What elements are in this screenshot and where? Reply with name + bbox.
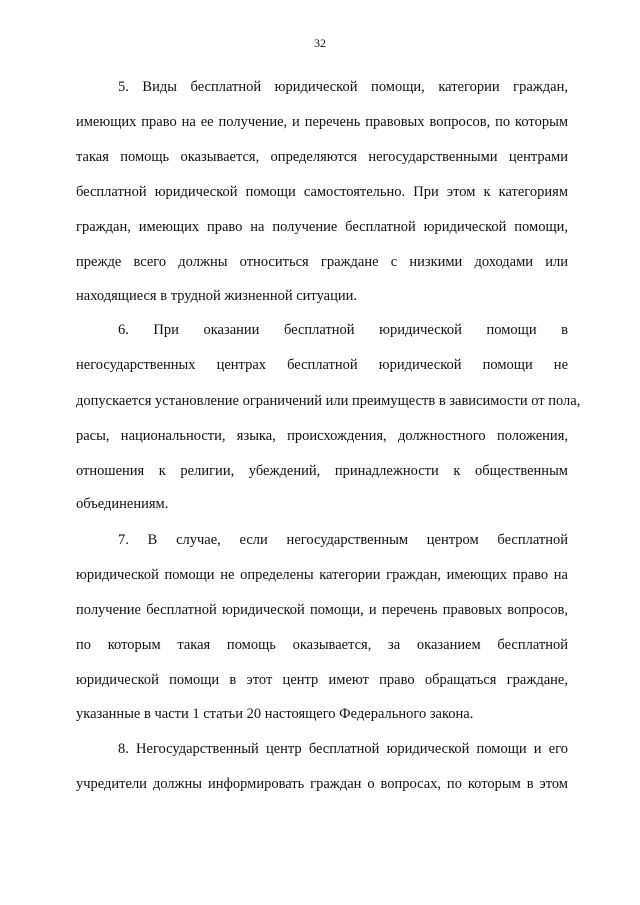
paragraph-7-line-4: по которым такая помощь оказывается, за оказанием бесплатной: [76, 637, 568, 653]
paragraph-7-line-3: получение бесплатной юридической помощи, и перечень правовых вопросов,: [76, 602, 568, 618]
paragraph-7-line-1: 7. В случае, если негосударственным центром бесплатной: [118, 532, 568, 548]
paragraph-7-line-5: юридической помощи в этот центр имеют право обращаться граждане,: [76, 672, 568, 688]
paragraph-5-line-3: такая помощь оказывается, определяются негосударственными центрами: [76, 149, 568, 165]
paragraph-5-line-2: имеющих право на ее получение, и перечень правовых вопросов, по которым: [76, 114, 568, 130]
paragraph-6-line-1: 6. При оказании бесплатной юридической помощи в: [118, 322, 568, 338]
paragraph-5-line-7: находящиеся в трудной жизненной ситуации.: [76, 288, 357, 304]
paragraph-7-line-2: юридической помощи не определены категории граждан, имеющих право на: [76, 567, 568, 583]
paragraph-5-line-6: прежде всего должны относиться граждане с низкими доходами или: [76, 254, 568, 270]
paragraph-8-line-1: 8. Негосударственный центр бесплатной юридической помощи и его: [118, 741, 568, 757]
paragraph-5-line-1: 5. Виды бесплатной юридической помощи, категории граждан,: [118, 79, 568, 95]
paragraph-6-line-2: негосударственных центрах бесплатной юридической помощи не: [76, 357, 568, 373]
paragraph-5-line-4: бесплатной юридической помощи самостоятельно. При этом к категориям: [76, 184, 568, 200]
paragraph-5-line-5: граждан, имеющих право на получение бесплатной юридической помощи,: [76, 219, 568, 235]
paragraph-6-line-3: допускается установление ограничений или преимуществ в зависимости от пола,: [76, 393, 581, 409]
page-number: 32: [314, 36, 326, 50]
paragraph-6-line-6: объединениям.: [76, 496, 169, 512]
paragraph-6-line-4: расы, национальности, языка, происхождения, должностного положения,: [76, 428, 568, 444]
paragraph-6-line-5: отношения к религии, убеждений, принадлежности к общественным: [76, 463, 568, 479]
paragraph-7-line-6: указанные в части 1 статьи 20 настоящего Федерального закона.: [76, 706, 474, 722]
paragraph-8-line-2: учредители должны информировать граждан о вопросах, по которым в этом: [76, 776, 568, 792]
